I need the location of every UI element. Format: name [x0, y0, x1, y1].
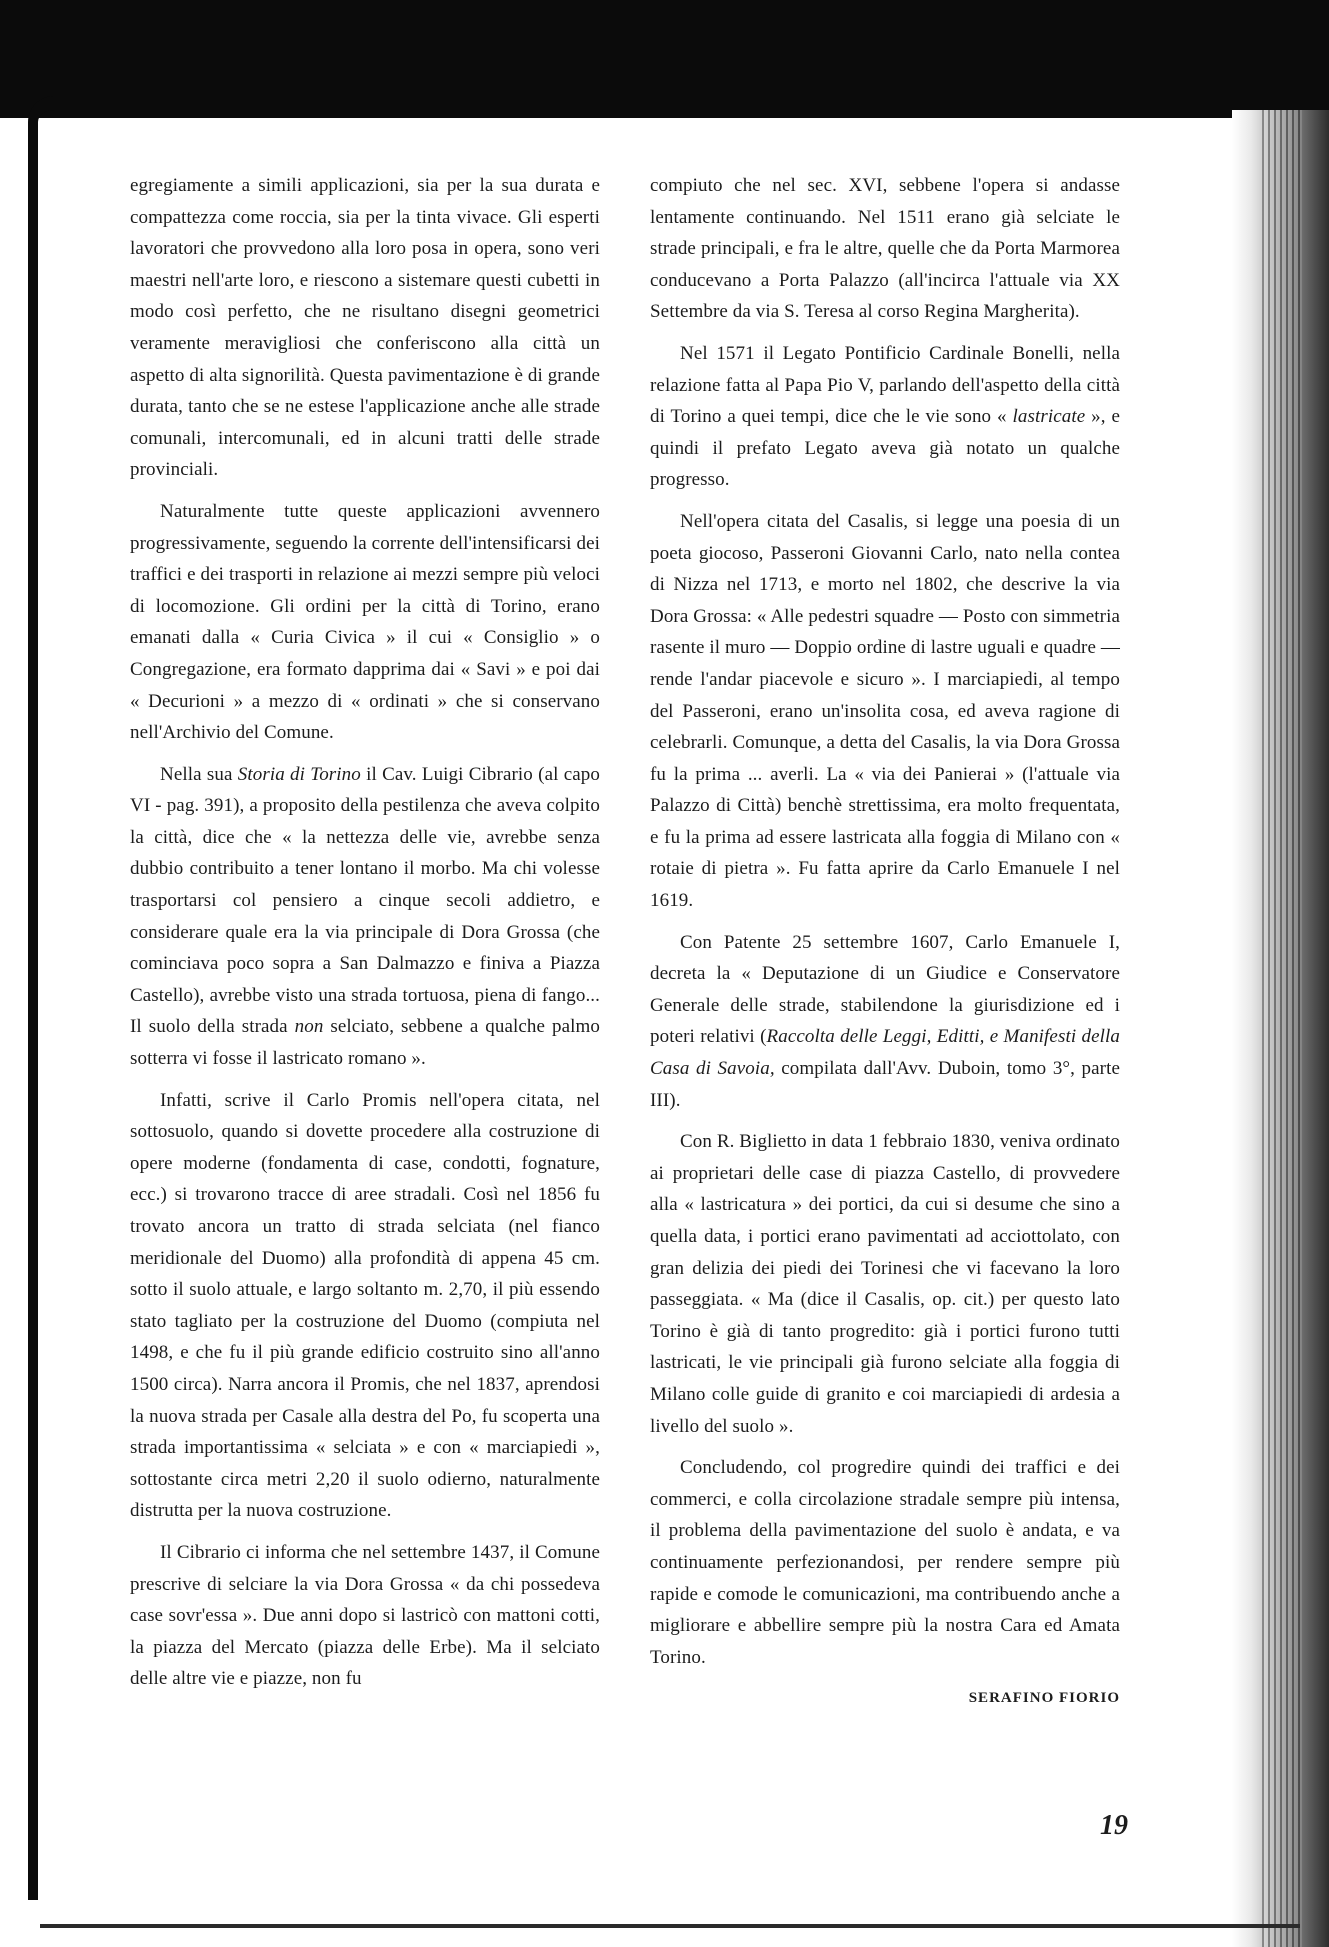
text-run: il Cav. Luigi Cibrario (al capo VI - pag. 391), a proposito della pestilenza che aveva colpito la città, dice che « la nettezza delle vie, avrebbe senza dubbio contribuito a tener lontano il morbo. Ma chi volesse trasportarsi col pensiero a cinque secoli addietro, e considerare quale era la via principale di Dora Grossa (che cominciava poco sopra a San Dalmazzo e finiva a Piazza Castello), avrebbe visto una strada tortuosa, piena di fango... Il suolo della strada: [130, 763, 600, 1038]
scan-bottom-line: [40, 1924, 1300, 1928]
text-run: Con Patente 25 settembre 1607, Carlo Emanuele I, decreta la « Deputazione di un Giudice e Conservatore Generale delle strade, stabilendone la giurisdizione ed i poteri relativi (: [650, 931, 1120, 1048]
paragraph: Naturalmente tutte queste applicazioni avvennero progressivamente, seguendo la corrente dell'intensificarsi dei traffici e dei trasporti in relazione ai mezzi sempre più veloci di locomozione. Gli ordini per la città di Torino, erano emanati dalla « Curia Civica » il cui « Consiglio » o Congregazione, era formato dapprima dai « Savi » e poi dai « Decurioni » a mezzo di « ordinati » che si conservano nell'Archivio del Comune.: [130, 500, 600, 744]
page: [130, 170, 1150, 1910]
text-run: Nel 1571 il Legato Pontificio Cardinale Bonelli, nella relazione fatta al Papa Pio V, parlando dell'aspetto della città di Torino a quei tempi, dice che le vie sono «: [650, 342, 1120, 428]
text-run: Nella sua: [160, 763, 238, 785]
page-number: 19: [1100, 1810, 1128, 1841]
paragraph: [650, 927, 1120, 1117]
paragraph: Con R. Biglietto in data 1 febbraio 1830, veniva ordinato ai proprietari delle case di piazza Castello, di provvedere alla « lastricatura » dei portici, da cui si desume che sino a quella data, i portici erano pavimentati ad acciottolato, con gran delizia dei piedi dei Torinesi che vi facevano la loro passeggiata. « Ma (dice il Casalis, op. cit.) per questo lato Torino è già di tanto progredito: già i portici furono tutti lastricati, le vie principali già furono selciate alla foggia di Milano colle guide di granito e coi marciapiedi di ardesia a livello del suolo ».: [650, 1131, 1120, 1437]
paragraph: compiuto che nel sec. XVI, sebbene l'opera si andasse lentamente continuando. Nel 1511 erano già selciate le strade principali, e fra le altre, quelle che da Porta Marmorea conducevano a Porta Palazzo (all'incirca l'attuale via XX Settembre da via S. Teresa al corso Regina Margherita).: [650, 175, 1120, 323]
book-title: Storia di Torino: [237, 763, 361, 785]
author-signature: SERAFINO FIORIO: [968, 1690, 1120, 1707]
text-run: selciato, sebbene a qualche palmo sotterra vi fosse il lastricato romano ».: [130, 1016, 600, 1070]
paragraph: Il Cibrario ci informa che nel settembre 1437, il Comune prescrive di selciare la via Dora Grossa « da chi possedeva case sovr'essa ». Due anni dopo si lastricò con mattoni cotti, la piazza del Mercato (piazza delle Erbe). Ma il selciato delle altre vie e piazze, non fu: [130, 1541, 600, 1690]
book-title: Raccolta delle Leggi, Editti, e Manifesti della Casa di Savoia,: [650, 1026, 1120, 1080]
text-run: », e quindi il prefato Legato aveva già notato un qualche progresso.: [650, 406, 1121, 491]
paragraph: egregiamente a simili applicazioni, sia per la sua durata e compattezza come roccia, sia per la tinta vivace. Gli esperti lavoratori che provvedono alla loro posa in opera, sono veri maestri nell'arte loro, e riescono a sistemare questi cubetti in modo così perfetto, che ne risultano disegni geometrici veramente meravigliosi che conferiscono alla città un aspetto di alta signorilità. Questa pavimentazione è di grande durata, tanto che se ne estese l'applicazione anche alle strade comunali, intercomunali, ed in alcuni tratti delle strade provinciali.: [130, 175, 600, 481]
emphasis: lastricate: [1012, 406, 1086, 428]
text-run: compilata dall'Avv. Duboin, tomo 3°, parte III).: [650, 1058, 1120, 1111]
scan-top-border: [0, 0, 1329, 118]
paragraph: Concludendo, col progredire quindi dei traffici e dei commerci, e colla circolazione stradale sempre più intensa, il problema della pavimentazione del suolo è andata, e va continuamente perfezionandosi, per rendere sempre più rapide e comode le comunicazioni, ma contribuendo anche a migliorare e abbellire sempre più la nostra Cara ed Amata Torino.: [650, 1457, 1120, 1668]
scan-left-edge: [28, 96, 60, 1900]
scan-right-stripes: [1262, 110, 1302, 1947]
emphasis: non: [294, 1016, 324, 1038]
paragraph: [130, 759, 600, 1075]
left-column: [130, 170, 600, 1705]
paragraph: [650, 338, 1120, 496]
paragraph: Infatti, scrive il Carlo Promis nell'opera citata, nel sottosuolo, quando si dovette procedere alla costruzione di opere moderne (fondamenta di case, condotti, fognature, ecc.) si trovarono tracce di aree stradali. Così nel 1856 fu trovato ancora un tratto di strada selciata (nel fianco meridionale del Duomo) alla profondità di appena 45 cm. sotto il suolo attuale, e largo soltanto m. 2,70, il più essendo stato tagliato per la costruzione del Duomo (compiuta nel 1498, e che fu il più grande edificio costruito sino all'anno 1500 circa). Narra ancora il Promis, che nel 1837, aprendosi la nuova strada per Casale alla destra del Po, fu scoperta una strada importantissima « selciata » e con « marciapiedi », sottostante circa metri 2,20 il suolo odierno, naturalmente distrutta per la nuova costruzione.: [130, 1089, 600, 1522]
paragraph: Nell'opera citata del Casalis, si legge una poesia di un poeta giocoso, Passeroni Giovanni Carlo, nato nella contea di Nizza nel 1713, e morto nel 1802, che descrive la via Dora Grossa: « Alle pedestri squadre — Posto con simmetria rasente il muro — Doppio ordine di lastre uguali e quadre — rende l'andar piacevole e sicuro ». I marciapiedi, al tempo del Passeroni, erano un'insolita cosa, ed aveva ragione di celebrarli. Comunque, a detta del Casalis, la via Dora Grossa fu la prima ... averli. La « via dei Panierai » (l'attuale via Palazzo di Città) benchè strettissima, era molto frequentata, e fu la prima ad essere lastricata alla foggia di Milano con « rotaie di pietra ». Fu fatta aprire da Carlo Emanuele I nel 1619.: [650, 510, 1120, 912]
right-column: [650, 170, 1120, 1715]
